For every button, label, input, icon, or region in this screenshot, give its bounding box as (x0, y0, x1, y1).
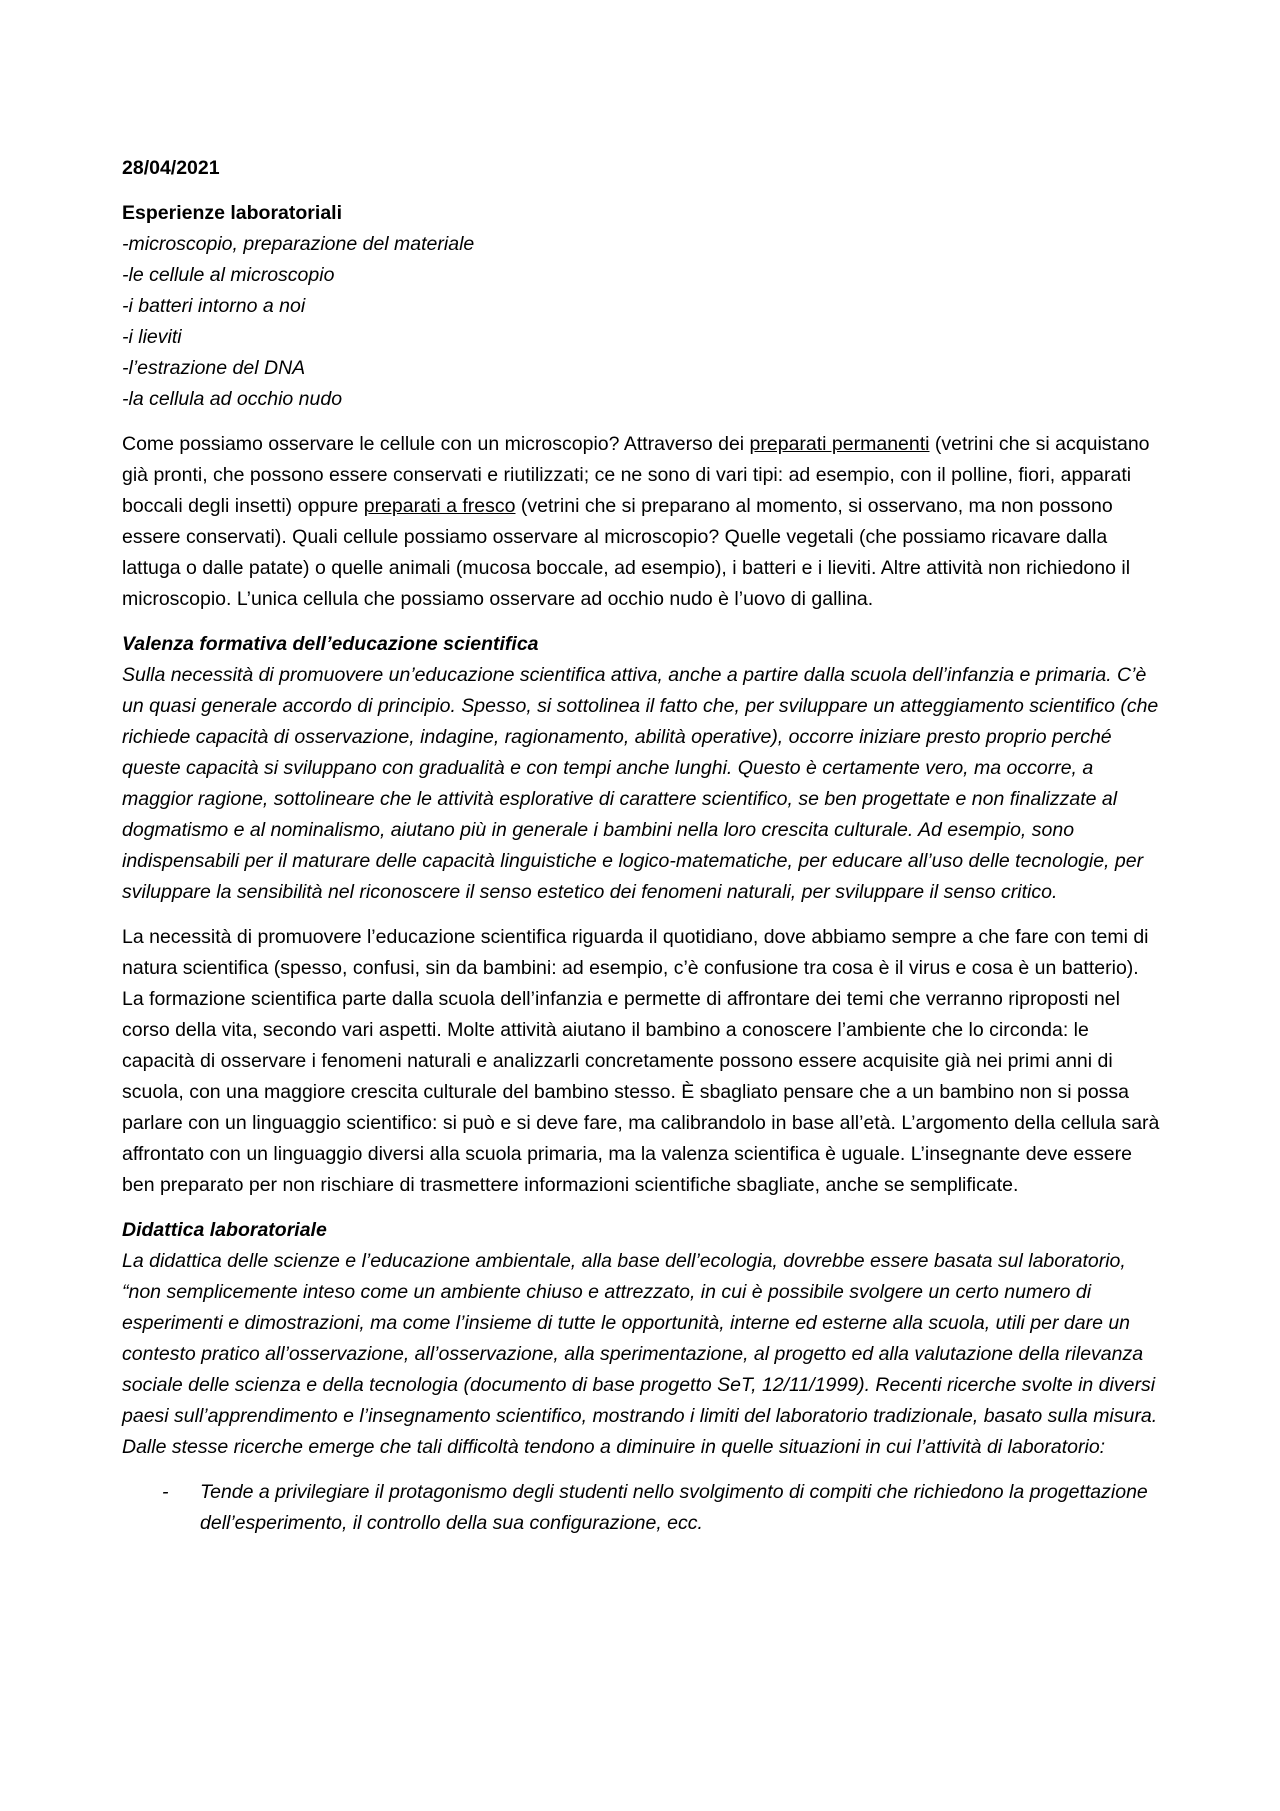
document-body (122, 153, 1162, 1539)
underlined-term-preparati-a-fresco: preparati a fresco (363, 495, 516, 517)
paragraph-microscopio (122, 429, 1162, 615)
document-date: 28/04/2021 (122, 157, 220, 179)
paragraph-text: (vetrini che si preparano al momento, si osservano, ma non possono essere conservati). Quali cellule possiamo osservare al microscopio? Quelle vegetali (che possiamo ricavare dalla lattuga o dalle patate) o quelle animali (mucosa boccale, ad esempio), i batteri e i lieviti. Altre attività non richiedono il microscopio. L’unica cellula che possiamo osservare ad occhio nudo è l’uovo di gallina. (122, 495, 1131, 610)
underlined-term-preparati-permanenti: preparati permanenti (749, 433, 930, 455)
section-text: La didattica delle scienze e l’educazione ambientale, alla base dell’ecologia, dovrebbe essere basata sul laboratorio, “non semplicemente inteso come un ambiente chiuso e attrezzato, in cui è possibile svolgere un certo numero di esperimenti e dimostrazioni, ma come l’insieme di tutte le opportunità, interne ed esterne alla scuola, utili per dare un contesto pratico all’osservazione, all’osservazione, alla sperimentazione, al progetto ed alla valutazione della rilevanza sociale delle scienza e della tecnologia (documento di base progetto SeT, 12/11/1999). Recenti ricerche svolte in diversi paesi sull’apprendimento e l’insegnamento scientifico, mostrando i limiti del laboratorio tradizionale, basato sulla misura. Dalle stesse ricerche emerge che tali difficoltà tendono a diminuire in quelle situazioni in cui l’attività di laboratorio: (122, 1250, 1158, 1458)
bullet-item (122, 1477, 1162, 1539)
section-heading: Esperienze laboratoriali (122, 202, 342, 224)
list-item: -la cellula ad occhio nudo (122, 388, 343, 410)
list-item: -microscopio, preparazione del materiale (122, 233, 475, 255)
bullet-dash: - (162, 1481, 169, 1503)
paragraph-text: Come possiamo osservare le cellule con un microscopio? Attraverso dei (122, 433, 750, 455)
bullet-text: Tende a privilegiare il protagonismo degli studenti nello svolgimento di compiti che richiedono la progettazione dell’esperimento, il controllo della sua configurazione, ecc. (200, 1481, 1148, 1534)
section-text: Sulla necessità di promuovere un’educazione scientifica attiva, anche a partire dalla scuola dell’infanzia e primaria. C’è un quasi generale accordo di principio. Spesso, si sottolinea il fatto che, per sviluppare un atteggiamento scientifico (che richiede capacità di osservazione, indagine, ragionamento, abilità operative), occorre iniziare presto proprio perché queste capacità si sviluppano con gradualità e con tempi anche lunghi. Questo è certamente vero, ma occorre, a maggior ragione, sottolineare che le attività esplorative di carattere scientifico, se ben progettate e non finalizzate al dogmatismo e al nominalismo, aiutano più in generale i bambini nella loro crescita culturale. Ad esempio, sono indispensabili per il maturare delle capacità linguistiche e logico-matematiche, per educare all’uso delle tecnologie, per sviluppare la sensibilità nel riconoscere il senso estetico dei fenomeni naturali, per sviluppare il senso critico. (122, 664, 1159, 903)
section-heading: Valenza formativa dell’educazione scientifica (122, 633, 539, 655)
list-item: -le cellule al microscopio (122, 264, 335, 286)
section-heading: Didattica laboratoriale (122, 1219, 327, 1241)
paragraph-text: (vetrini che si acquistano già pronti, che possono essere conservati e riutilizzati; ce ne sono di vari tipi: ad esempio, con il polline, fiori, apparati boccali degli insetti) oppure (122, 433, 1150, 517)
paragraph-necessita: La necessità di promuovere l’educazione scientifica riguarda il quotidiano, dove abbiamo sempre a che fare con temi di natura scientifica (spesso, confusi, sin da bambini: ad esempio, c’è confusione tra cosa è il virus e cosa è un batterio). La formazione scientifica parte dalla scuola dell’infanzia e permette di affrontare dei temi che verranno riproposti nel corso della vita, secondo vari aspetti. Molte attività aiutano il bambino a conoscere l’ambiente che lo circonda: le capacità di osservare i fenomeni naturali e analizzarli concretamente possono essere acquisite già nei primi anni di scuola, con una maggiore crescita culturale del bambino stesso. È sbagliato pensare che a un bambino non si possa parlare con un linguaggio scientifico: si può e si deve fare, ma calibrandolo in base all’età. L’argomento della cellula sarà affrontato con un linguaggio diversi alla scuola primaria, ma la valenza scientifica è uguale. L’insegnante deve essere ben preparato per non rischiare di trasmettere informazioni scientifiche sbagliate, anche se semplificate. (122, 926, 1160, 1196)
list-item: -l’estrazione del DNA (122, 357, 306, 379)
section-valenza-formativa (122, 629, 1162, 908)
list-item: -i batteri intorno a noi (122, 295, 306, 317)
section-didattica-laboratoriale (122, 1215, 1162, 1463)
list-item: -i lieviti (122, 326, 182, 348)
section-esperienze (122, 198, 1162, 415)
